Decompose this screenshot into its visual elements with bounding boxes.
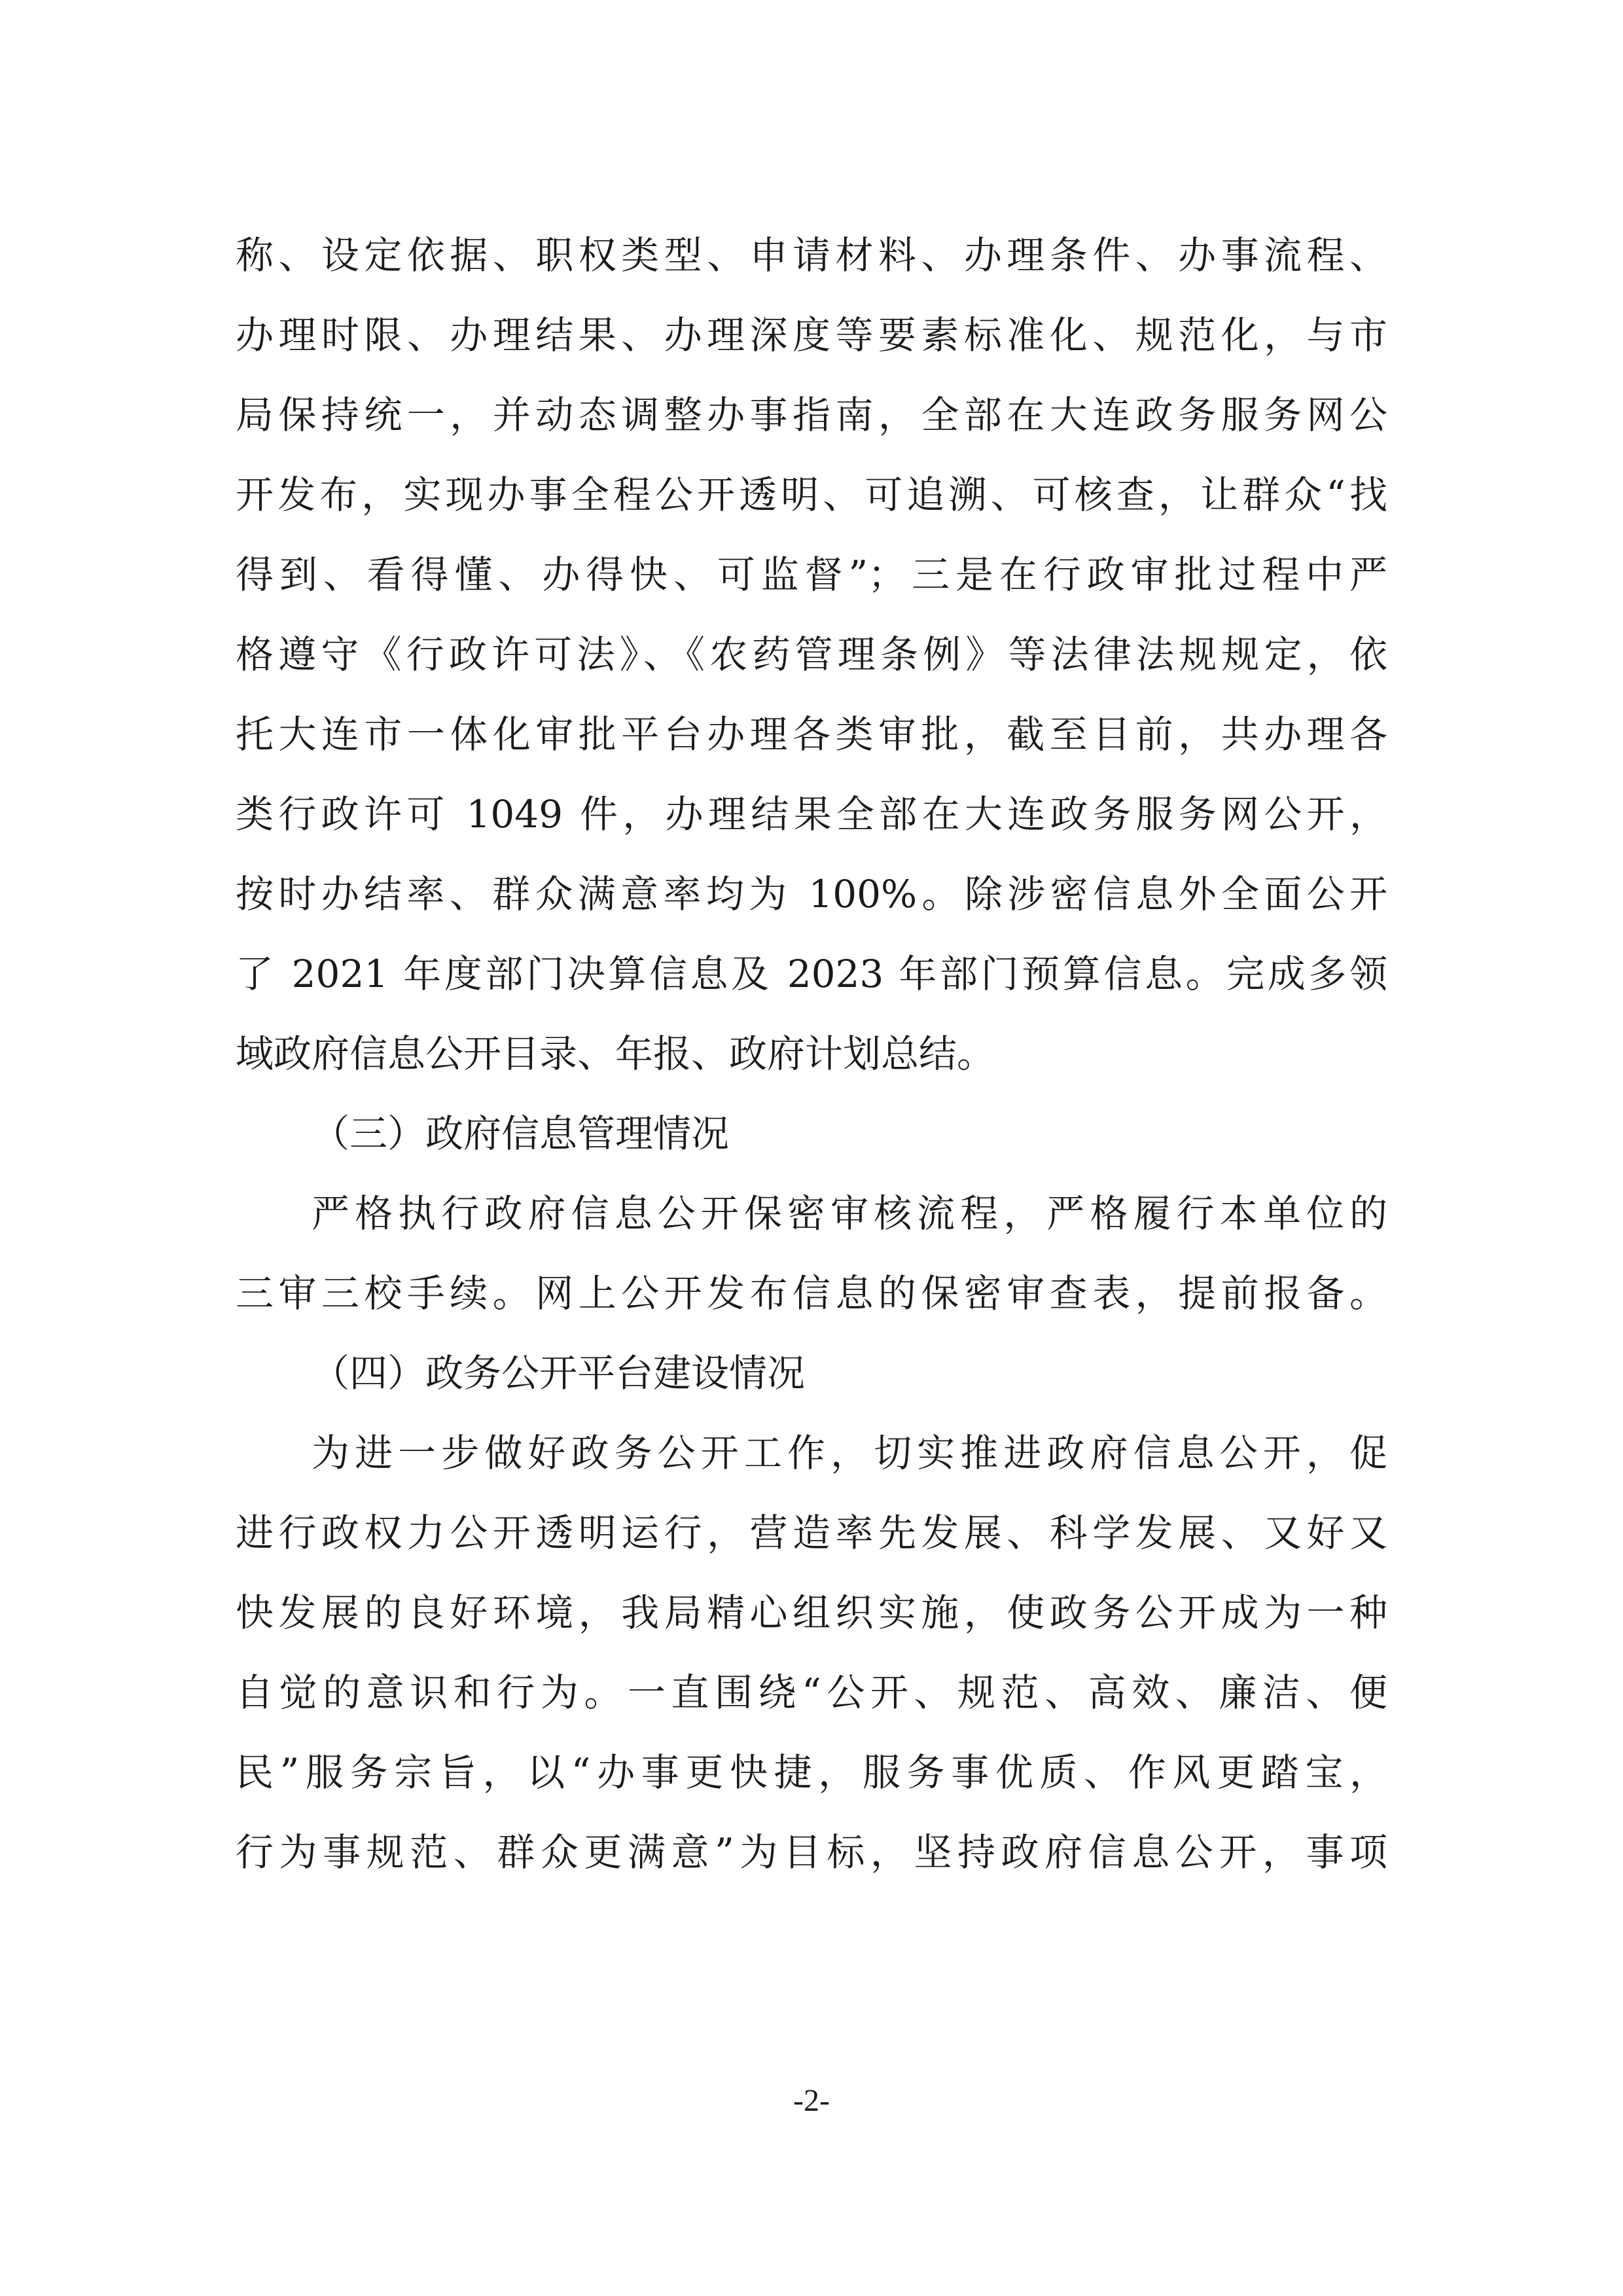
text-line: 行为事规范、群众更满意”为目标，坚持政府信息公开，事项 — [236, 1830, 1387, 1874]
text-line: 快发展的良好环境，我局精心组织实施，使政务公开成为一种 — [236, 1590, 1387, 1635]
text-line: 进行政权力公开透明运行，营造率先发展、科学发展、又好又 — [236, 1511, 1387, 1555]
text-line: 严格执行政府信息公开保密审核流程，严格履行本单位的 — [312, 1191, 1387, 1236]
text-line: 民”服务宗旨，以“办事更快捷，服务事优质、作风更踏宝， — [236, 1750, 1387, 1795]
text-line: 类行政许可 1049 件，办理结果全部在大连政务服务网公开， — [236, 792, 1387, 836]
text-line: 得到、看得懂、办得快、可监督”；三是在行政审批过程中严 — [236, 552, 1387, 597]
text-line: 开发布，实现办事全程公开透明、可追溯、可核查，让群众“找 — [236, 473, 1387, 517]
text-line: 托大连市一体化审批平台办理各类审批，截至目前，共办理各 — [236, 712, 1387, 757]
text-line: 自觉的意识和行为。一直围绕“公开、规范、高效、廉洁、便 — [236, 1670, 1387, 1715]
text-line: 域政府信息公开目录、年报、政府计划总结。 — [236, 1031, 995, 1076]
text-line: 格遵守《行政许可法》、《农药管理条例》等法律法规规定，依 — [236, 632, 1387, 677]
text-line: 局保持统一，并动态调整办事指南，全部在大连政务服务网公 — [236, 393, 1387, 437]
page-number: -2- — [793, 2083, 830, 2118]
text-line: 称、设定依据、职权类型、申请材料、办理条件、办事流程、 — [236, 233, 1387, 278]
section-heading: （四）政务公开平台建设情况 — [312, 1351, 806, 1395]
text-line: 三审三校手续。网上公开发布信息的保密审查表，提前报备。 — [236, 1271, 1387, 1316]
section-heading: （三）政府信息管理情况 — [312, 1111, 730, 1156]
text-line: 为进一步做好政务公开工作，切实推进政府信息公开，促 — [312, 1431, 1387, 1475]
text-line: 按时办结率、群众满意率均为 100%。除涉密信息外全面公开 — [236, 872, 1387, 916]
text-line: 了 2021 年度部门决算信息及 2023 年部门预算信息。完成多领 — [236, 952, 1387, 996]
text-line: 办理时限、办理结果、办理深度等要素标准化、规范化，与市 — [236, 313, 1387, 357]
